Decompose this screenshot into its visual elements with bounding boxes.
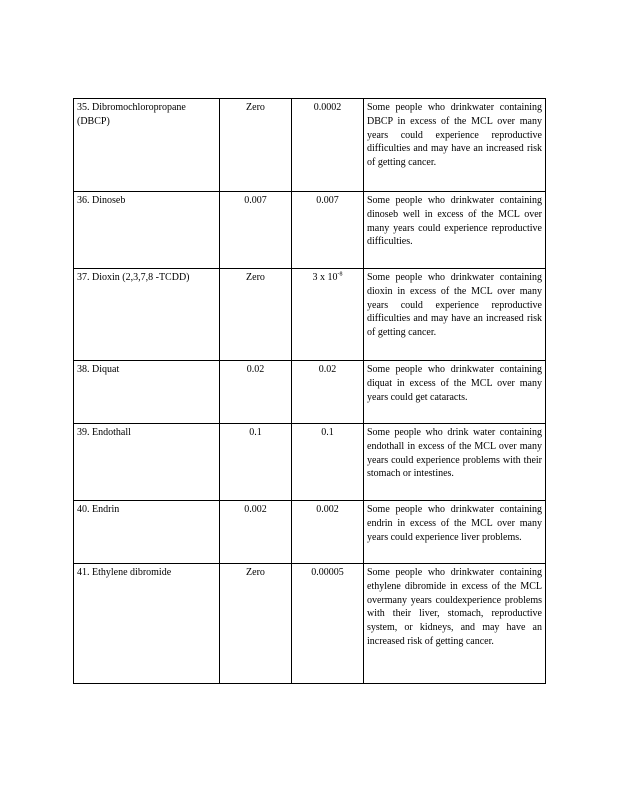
table-row: [74, 361, 546, 424]
health-effect: Some people who drink water containing endothall in excess of the MCL over many years could experience problems with their stomach or intestines.: [364, 424, 546, 501]
contaminant-name: 36. Dinoseb: [74, 192, 220, 269]
health-effect: Some people who drinkwater containing ethylene dibromide in excess of the MCL overmany years couldexperience problems with their liver, stomach, reproductive system, or kidneys, and may have an increased risk of getting cancer.: [364, 564, 546, 684]
health-effect: Some people who drinkwater containing DBCP in excess of the MCL over many years could experience reproductive difficulties and may have an increased risk of getting cancer.: [364, 99, 546, 192]
mclg-value: 0.02: [220, 361, 292, 424]
mclg-value: Zero: [220, 564, 292, 684]
contaminant-name: 40. Endrin: [74, 501, 220, 564]
mcl-value: 0.007: [292, 192, 364, 269]
contaminants-table: [73, 98, 546, 684]
mcl-value: 0.02: [292, 361, 364, 424]
health-effect: Some people who drinkwater containing endrin in excess of the MCL over many years could experience liver problems.: [364, 501, 546, 564]
table-row: [74, 501, 546, 564]
mcl-exponent: -8: [337, 271, 343, 278]
table-row: [74, 424, 546, 501]
mclg-value: 0.007: [220, 192, 292, 269]
mclg-value: 0.1: [220, 424, 292, 501]
mclg-value: Zero: [220, 99, 292, 192]
mcl-base: 3 x 10: [312, 272, 338, 283]
mcl-value: 0.0002: [292, 99, 364, 192]
contaminant-name: 39. Endothall: [74, 424, 220, 501]
table-row: [74, 192, 546, 269]
table-row: [74, 269, 546, 361]
contaminant-name: 41. Ethylene dibromide: [74, 564, 220, 684]
table-row: [74, 564, 546, 684]
contaminant-name: 38. Diquat: [74, 361, 220, 424]
mclg-value: 0.002: [220, 501, 292, 564]
health-effect: Some people who drinkwater containing dioxin in excess of the MCL over many years could experience reproductive difficulties and may have an increased risk of getting cancer.: [364, 269, 546, 361]
mcl-value: 0.00005: [292, 564, 364, 684]
contaminant-name: 35. Dibromochloropropane (DBCP): [74, 99, 220, 192]
contaminant-name: 37. Dioxin (2,3,7,8 -TCDD): [74, 269, 220, 361]
mcl-value: [292, 269, 364, 361]
health-effect: Some people who drinkwater containing diquat in excess of the MCL over many years could get cataracts.: [364, 361, 546, 424]
mcl-value: 0.002: [292, 501, 364, 564]
mclg-value: Zero: [220, 269, 292, 361]
health-effect: Some people who drinkwater containing dinoseb well in excess of the MCL over many years could experience reproductive difficulties.: [364, 192, 546, 269]
mcl-value: 0.1: [292, 424, 364, 501]
table-row: [74, 99, 546, 192]
